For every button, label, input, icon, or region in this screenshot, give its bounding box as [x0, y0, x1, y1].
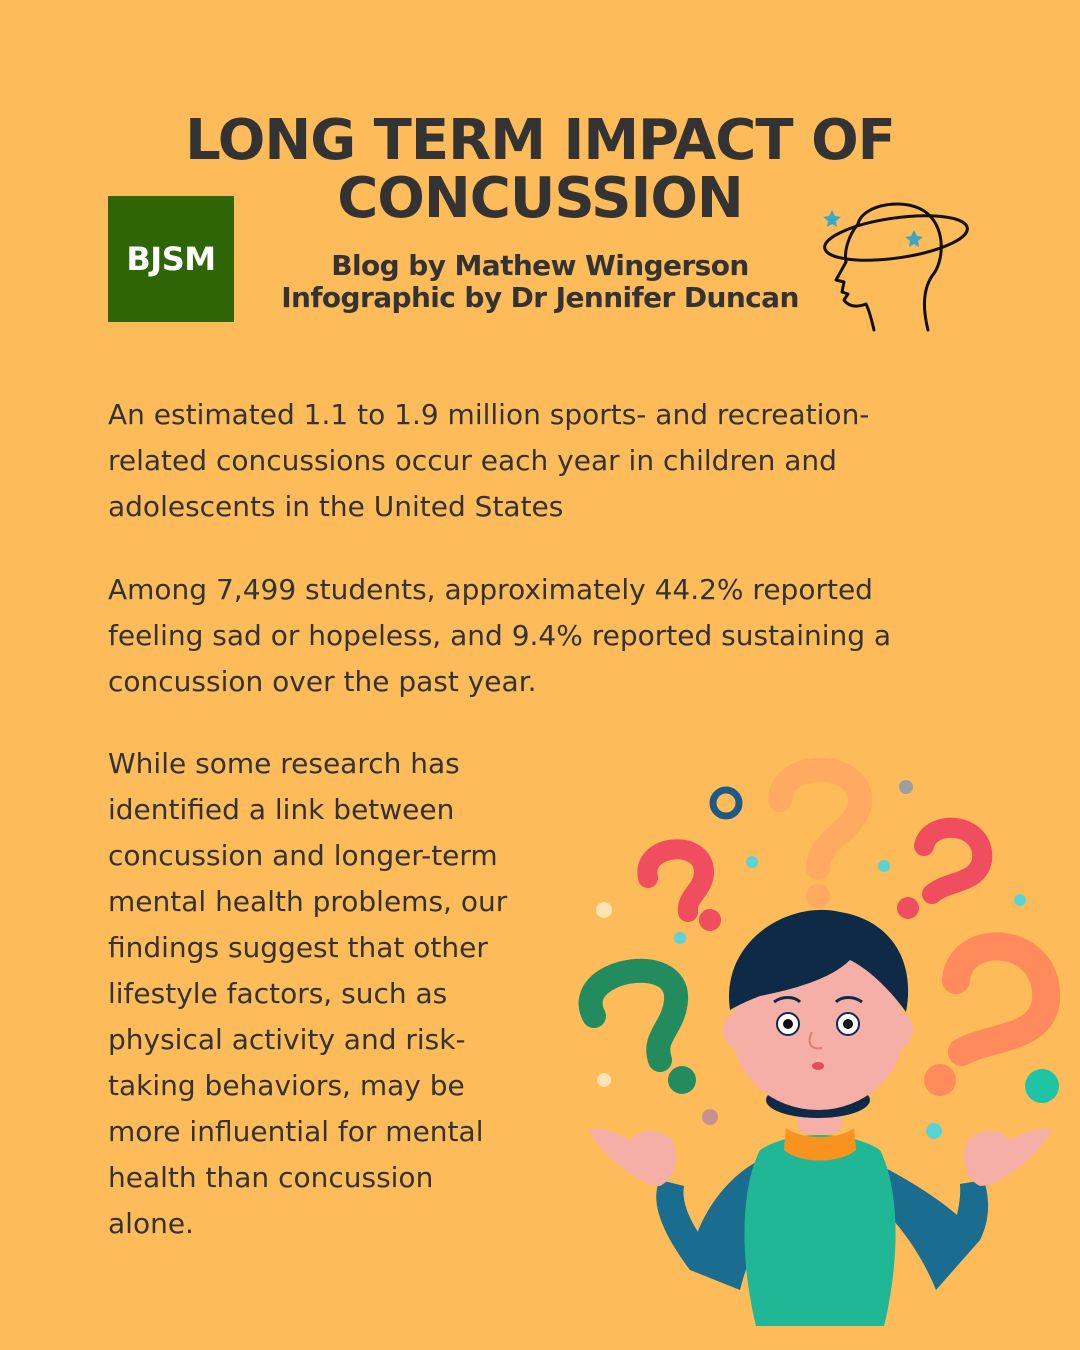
- finding-line: identified a link between: [108, 793, 455, 826]
- fact-concussion-incidence: An estimated 1.1 to 1.9 million sports- and recreation-related concussions occur each year in children and adolescents in the United States: [108, 398, 870, 523]
- confused-person-illustration: [570, 735, 1070, 1335]
- dizzy-head-icon: [818, 196, 970, 336]
- credits: [240, 250, 840, 314]
- ear-left: [723, 1012, 751, 1048]
- shirt: [744, 1135, 895, 1326]
- finding-paragraph: [108, 741, 568, 1247]
- finding-line: taking behaviors, may be: [108, 1069, 465, 1102]
- finding-line: health than concussion: [108, 1161, 434, 1194]
- finding-line: more influential for mental: [108, 1115, 484, 1148]
- finding-line: mental health problems, our: [108, 885, 508, 918]
- fact-student-survey: Among 7,499 students, approximately 44.2% reported feeling sad or hopeless, and 9.4% reported sustaining a concussion over the past year.: [108, 573, 892, 698]
- mouth: [812, 1062, 824, 1070]
- finding-line: physical activity and risk-: [108, 1023, 466, 1056]
- ear-right: [885, 1012, 913, 1048]
- infographic-credit: Infographic by Dr Jennifer Duncan: [281, 281, 799, 314]
- bjsm-logo: [108, 196, 234, 322]
- finding-line: lifestyle factors, such as: [108, 977, 448, 1010]
- finding-line: alone.: [108, 1207, 194, 1240]
- logo-text: BJSM: [126, 240, 216, 278]
- title-line-2: CONCUSSION: [337, 166, 743, 231]
- finding-line: concussion and longer-term: [108, 839, 498, 872]
- title-line-1: LONG TERM IMPACT OF: [185, 108, 895, 173]
- blog-credit: Blog by Mathew Wingerson: [331, 249, 749, 282]
- finding-line: While some research has: [108, 747, 460, 780]
- finding-line: findings suggest that other: [108, 931, 488, 964]
